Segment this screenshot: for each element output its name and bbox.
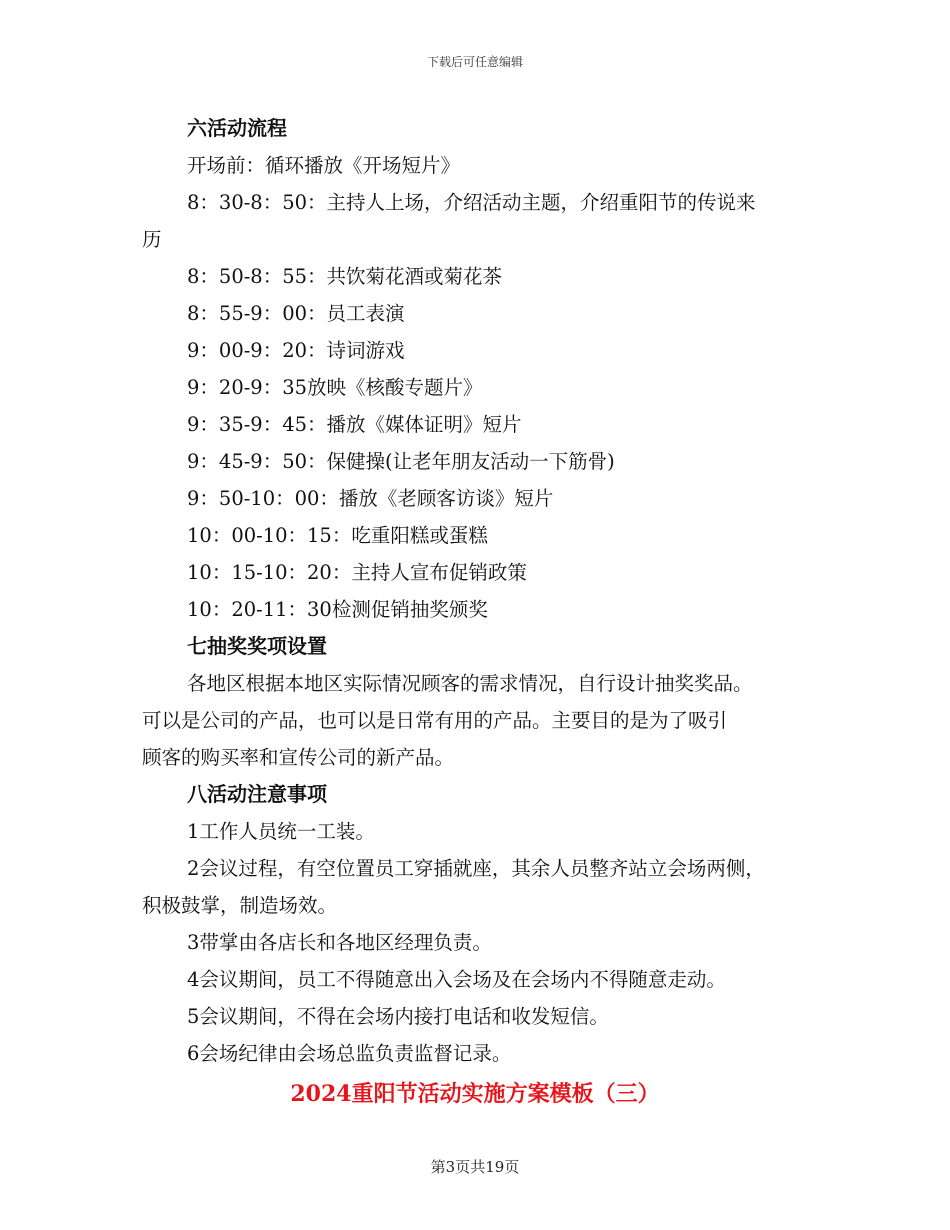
- schedule-item: 8：55-9：00：员工表演: [187, 302, 405, 325]
- schedule-item-continuation: 历: [142, 228, 162, 251]
- notice-item: 4会议期间，员工不得随意出入会场及在会场内不得随意走动。: [187, 968, 726, 991]
- section8-heading: 八活动注意事项: [187, 782, 327, 806]
- notice-item: 2会议过程，有空位置员工穿插就座，其余人员整齐站立会场两侧，: [187, 857, 765, 880]
- schedule-item: 9：50-10：00：播放《老顾客访谈》短片: [187, 487, 554, 510]
- paragraph-line: 可以是公司的产品，也可以是日常有用的产品。主要目的是为了吸引: [142, 709, 728, 732]
- notice-item: 5会议期间，不得在会场内接打电话和收发短信。: [187, 1005, 609, 1028]
- page-footer: 第3页共19页: [430, 1158, 520, 1176]
- document-title: 2024重阳节活动实施方案模板（三）: [290, 1081, 660, 1107]
- schedule-item: 9：20-9：35放映《核酸专题片》: [187, 376, 483, 399]
- schedule-item: 9：35-9：45：播放《媒体证明》短片: [187, 413, 522, 436]
- section6-heading: 六活动流程: [187, 116, 287, 140]
- notice-item: 6会场纪律由会场总监负责监督记录。: [187, 1042, 512, 1065]
- notice-item: 1工作人员统一工装。: [187, 820, 375, 843]
- schedule-item: 10：20-11：30检测促销抽奖颁奖: [187, 598, 488, 621]
- schedule-item: 9：45-9：50：保健操(让老年朋友活动一下筋骨): [187, 450, 615, 473]
- document-body: [142, 110, 832, 1072]
- paragraph-line: 顾客的购买率和宣传公司的新产品。: [142, 746, 455, 769]
- schedule-item: 8：50-8：55：共饮菊花酒或菊花茶: [187, 265, 503, 288]
- paragraph-line: 各地区根据本地区实际情况顾客的需求情况，自行设计抽奖奖品。: [187, 672, 753, 695]
- schedule-item: 10：15-10：20：主持人宣布促销政策: [187, 561, 527, 584]
- section7-heading: 七抽奖奖项设置: [187, 634, 327, 658]
- schedule-item: 9：00-9：20：诗词游戏: [187, 339, 405, 362]
- notice-item: 3带掌由各店长和各地区经理负责。: [187, 931, 492, 954]
- notice-item-continuation: 积极鼓掌，制造场效。: [142, 894, 338, 917]
- schedule-item: 10：00-10：15：吃重阳糕或蛋糕: [187, 524, 488, 547]
- schedule-item: 8：30-8：50：主持人上场，介绍活动主题，介绍重阳节的传说来: [187, 191, 756, 214]
- schedule-item: 开场前：循环播放《开场短片》: [187, 154, 461, 177]
- header-note: 下载后可任意编辑: [426, 55, 523, 69]
